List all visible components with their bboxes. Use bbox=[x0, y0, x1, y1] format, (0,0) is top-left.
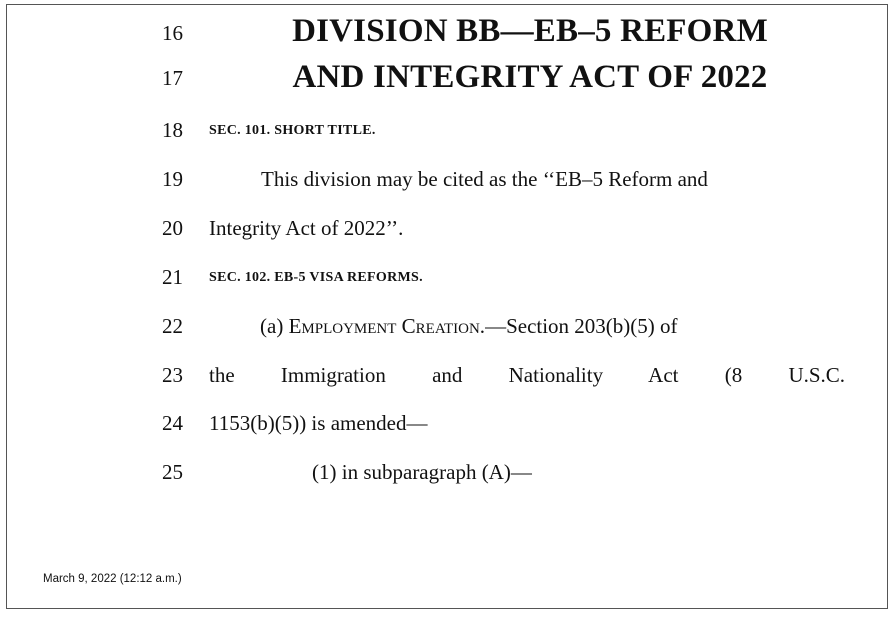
line-number-17: 17 bbox=[162, 66, 183, 90]
line-number-23: 23 bbox=[162, 363, 183, 387]
line23-word: Act bbox=[648, 363, 679, 387]
line23-word: the bbox=[209, 363, 235, 387]
line23-word: (8 bbox=[724, 363, 743, 387]
footer-timestamp: March 9, 2022 (12:12 a.m.) bbox=[43, 573, 182, 585]
section-101-heading: SEC. 101. SHORT TITLE. bbox=[209, 123, 376, 138]
line23-word: Nationality bbox=[508, 363, 604, 387]
division-heading-line2: AND INTEGRITY ACT OF 2022 bbox=[292, 59, 768, 95]
subsection-a-label: (a) bbox=[260, 314, 284, 338]
section-102-line24: 1153(b)(5)) is amended— bbox=[209, 411, 428, 435]
subsection-a-heading: Employment Creation. bbox=[288, 314, 486, 338]
line-number-24: 24 bbox=[162, 411, 183, 435]
subsection-a-text: —Section 203(b)(5) of bbox=[485, 314, 678, 338]
line-number-18: 18 bbox=[162, 118, 183, 142]
line-number-20: 20 bbox=[162, 216, 183, 240]
line-number-25: 25 bbox=[162, 460, 183, 484]
section-101-text-line2: Integrity Act of 2022’’. bbox=[209, 216, 404, 240]
line23-word: Immigration bbox=[280, 363, 386, 387]
line-number-21: 21 bbox=[162, 265, 183, 289]
section-102-heading: SEC. 102. EB-5 VISA REFORMS. bbox=[209, 270, 423, 285]
line23-word: and bbox=[432, 363, 463, 387]
line-number-19: 19 bbox=[162, 167, 183, 191]
line23-word: U.S.C. bbox=[788, 363, 846, 387]
section-101-text-line1: This division may be cited as the ‘‘EB–5 Reform and bbox=[261, 167, 708, 191]
line-number-16: 16 bbox=[162, 21, 183, 45]
line-number-22: 22 bbox=[162, 314, 183, 338]
subsection-a-line bbox=[260, 316, 678, 337]
document-page bbox=[6, 4, 888, 609]
paragraph-1: (1) in subparagraph (A)— bbox=[312, 460, 532, 484]
section-102-line23 bbox=[209, 365, 845, 386]
division-heading-line1: DIVISION BB—EB–5 REFORM bbox=[292, 13, 768, 49]
